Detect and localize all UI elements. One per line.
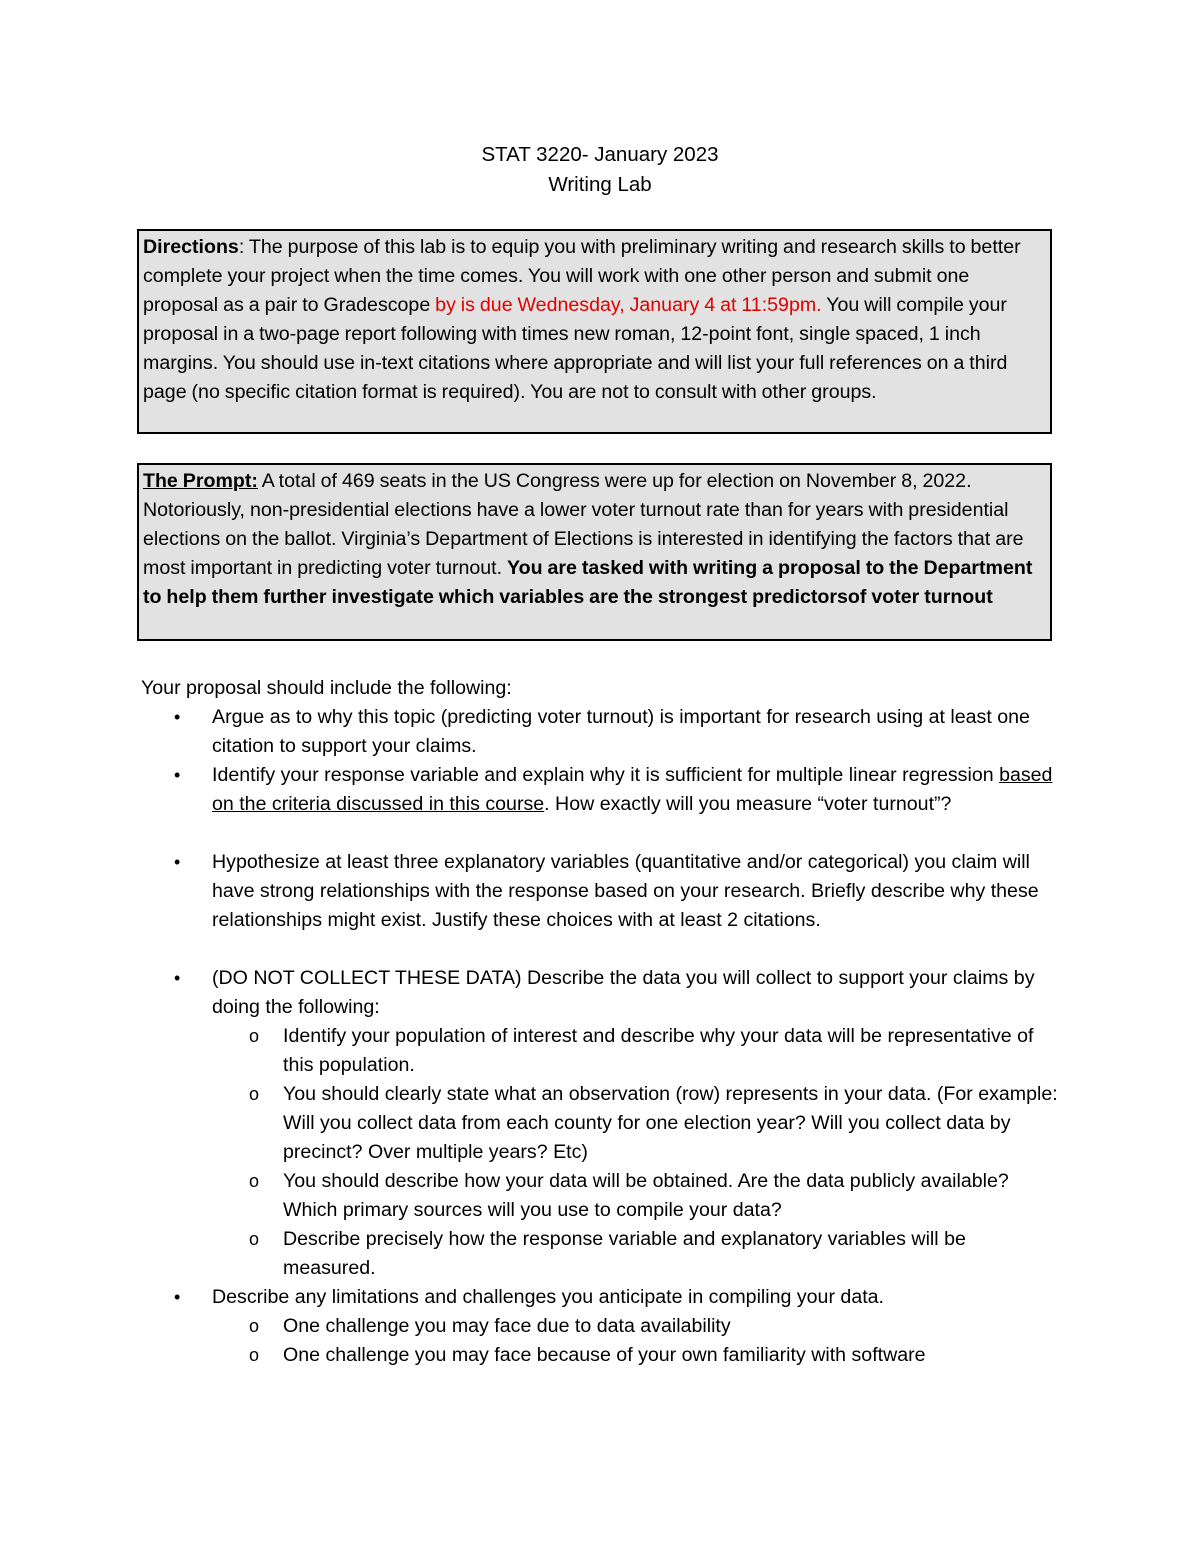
list-item (174, 964, 1062, 1022)
directions-label: Directions (143, 236, 239, 258)
circle-bullet-icon: o (249, 1229, 260, 1249)
list-item (174, 761, 1062, 819)
item-text: Hypothesize at least three explanatory variables (quantitative and/or categorical) you claim will have strong relationships with the response based on your research. Briefly describe why these relationships might exist. Justify these choices with at least 2 citations. (212, 851, 1039, 931)
bullet-icon: • (174, 852, 181, 872)
sub-list-item (249, 1225, 1063, 1283)
sub-item-text: You should clearly state what an observation (row) represents in your data. (For example: Will you collect data from each county for one election year? Will you collect data by precinct? Over multiple years? Etc) (283, 1083, 1058, 1163)
bullet-icon: • (174, 968, 181, 988)
directions-text-before: The purpose of this lab is to equip you with preliminary writing and research skills to better complete your project when the time comes. You will work with one other person and submit one proposal as a pair to Gradescope (143, 236, 1021, 316)
document-subtitle: Writing Lab (548, 173, 652, 196)
circle-bullet-icon: o (249, 1345, 260, 1365)
sub-list-item (249, 1341, 1063, 1370)
directions-colon: : (238, 236, 245, 258)
directions-box (137, 229, 1052, 434)
item-text: Identify your response variable and explain why it is sufficient for multiple linear regression (212, 764, 1000, 786)
sub-list-item (249, 1080, 1063, 1167)
prompt-label: The Prompt: (143, 470, 258, 492)
circle-bullet-icon: o (249, 1026, 260, 1046)
circle-bullet-icon: o (249, 1171, 260, 1191)
list-item (174, 703, 1062, 761)
list-item (174, 848, 1062, 935)
sub-list-item (249, 1167, 1063, 1225)
prompt-task: You are tasked with writing a proposal to the Department to help them further investigate which variables are the strongest predictorsof voter turnout (143, 557, 1033, 608)
item-text: Argue as to why this topic (predicting voter turnout) is important for research using at least one citation to support your claims. (212, 706, 1030, 757)
item-underlined-text: based on the criteria discussed in this course (212, 764, 1053, 815)
document-title: STAT 3220- January 2023 (481, 143, 719, 166)
bullet-icon: • (174, 1287, 181, 1307)
sub-item-text: You should describe how your data will be obtained. Are the data publicly available? Which primary sources will you use to compile your data? (283, 1170, 1009, 1221)
sub-item-text: Describe precisely how the response variable and explanatory variables will be measured. (283, 1228, 966, 1279)
circle-bullet-icon: o (249, 1084, 260, 1104)
bullet-icon: • (174, 707, 181, 727)
list-item (174, 1283, 1062, 1312)
bullet-icon: • (174, 765, 181, 785)
circle-bullet-icon: o (249, 1316, 260, 1336)
directions-text-after: You will compile your proposal in a two-page report following with times new roman, 12-point font, single spaced, 1 inch margins. You should use in-text citations where appropriate and will list your full references on a third page (no specific citation format is required). You are not to consult with other groups. (143, 294, 1008, 403)
sub-item-text: One challenge you may face because of your own familiarity with software (283, 1344, 926, 1366)
prompt-box (137, 463, 1052, 641)
item-text: Describe any limitations and challenges you anticipate in compiling your data. (212, 1286, 885, 1308)
requirements-intro: Your proposal should include the following: (141, 677, 512, 699)
item-text: (DO NOT COLLECT THESE DATA) Describe the data you will collect to support your claims by doing the following: (212, 967, 1035, 1018)
item-text: . How exactly will you measure “voter turnout”? (544, 793, 952, 815)
sub-item-text: One challenge you may face due to data availability (283, 1315, 731, 1337)
due-date-text: by is due Wednesday, January 4 at 11:59pm. (435, 294, 822, 316)
prompt-text: A total of 469 seats in the US Congress were up for election on November 8, 2022. Notoriously, non-presidential elections have a lower voter turnout rate than for years with presidential elections on the ballot. Virginia’s Department of Elections is interested in identifying the factors that are most important in predicting voter turnout. (143, 470, 1024, 579)
sub-item-text: Identify your population of interest and describe why your data will be representative of this population. (283, 1025, 1034, 1076)
sub-list-item (249, 1022, 1063, 1080)
sub-list-item (249, 1312, 1063, 1341)
